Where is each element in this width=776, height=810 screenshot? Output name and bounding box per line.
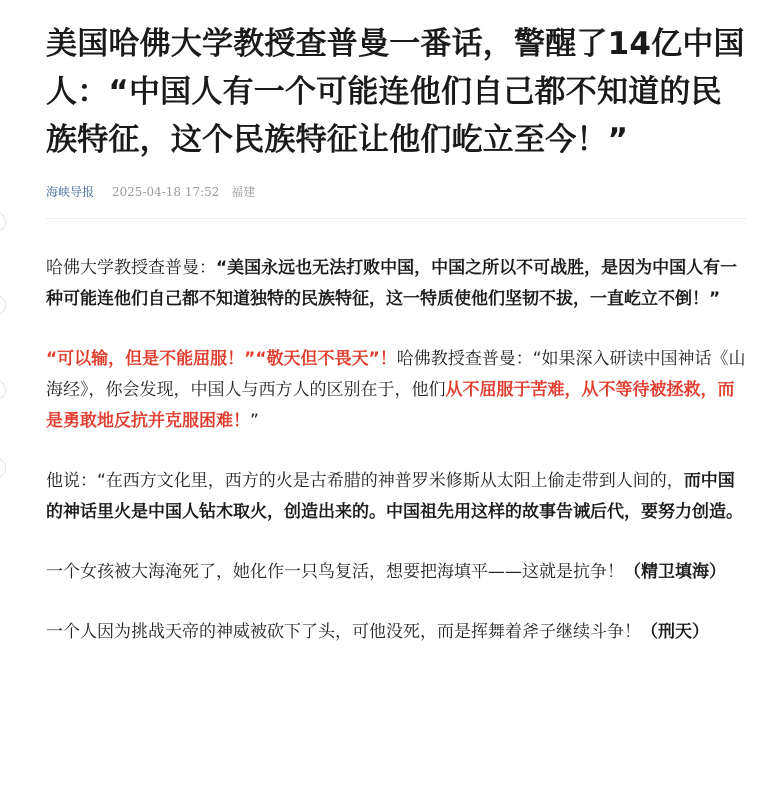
side-rail-bubble — [0, 458, 6, 478]
meta-divider — [46, 218, 746, 219]
side-rail-bubble — [0, 295, 6, 315]
paragraph-3 — [46, 466, 746, 528]
text-run: ” — [250, 411, 259, 431]
article-region: 福建 — [231, 185, 256, 199]
text-run: 他说：“在西方文化里，西方的火是古希腊的神普罗米修斯从太阳上偷走带到人间的， — [46, 471, 684, 491]
article-meta — [46, 182, 746, 202]
article — [46, 20, 746, 677]
bold-text-run: “美国永远也无法打败中国，中国之所以不可战胜，是因为中国人有一种可能连他们自己都不知道独特的民族特征，这一特质使他们坚韧不拔，一直屹立不倒！” — [46, 258, 738, 309]
paragraph-5 — [46, 617, 746, 648]
red-highlight-run: “可以输，但是不能屈服！”“敬天但不畏天”！ — [46, 349, 397, 369]
bold-text-run: （精卫填海） — [624, 562, 726, 582]
bold-text-run: 而中国的神话里火是中国人钻木取火，创造出来的。中国祖先用这样的故事告诫后代，要努力创造。 — [46, 471, 743, 522]
article-title: 美国哈佛大学教授查普曼一番话，警醒了14亿中国人：“中国人有一个可能连他们自己都不知道的民族特征，这个民族特征让他们屹立至今！” — [46, 26, 745, 158]
text-run: 哈佛教授查普曼：“如果深入研读中国神话《山海经》，你会发现，中国人与西方人的区别在于，他们 — [46, 349, 746, 400]
article-source-link[interactable]: 海峡导报 — [46, 185, 95, 199]
text-run: 一个女孩被大海淹死了，她化作一只鸟复活，想要把海填平——这就是抗争！ — [46, 562, 624, 582]
red-highlight-run: 从不屈服于苦难，从不等待被拯救，而是勇敢地反抗并克服困难！ — [46, 380, 735, 431]
bold-text-run: （刑天） — [641, 622, 709, 642]
paragraph-2 — [46, 344, 746, 437]
side-rail-bubble — [0, 212, 6, 232]
text-run: 一个人因为挑战天帝的神威被砍下了头，可他没死，而是挥舞着斧子继续斗争！ — [46, 622, 641, 642]
article-body — [46, 253, 746, 648]
text-run: 哈佛大学教授查普曼： — [46, 258, 216, 278]
paragraph-4 — [46, 557, 746, 588]
article-timestamp: 2025-04-18 17:52 — [111, 185, 220, 199]
paragraph-1 — [46, 253, 746, 315]
side-rail-bubble — [0, 380, 6, 400]
